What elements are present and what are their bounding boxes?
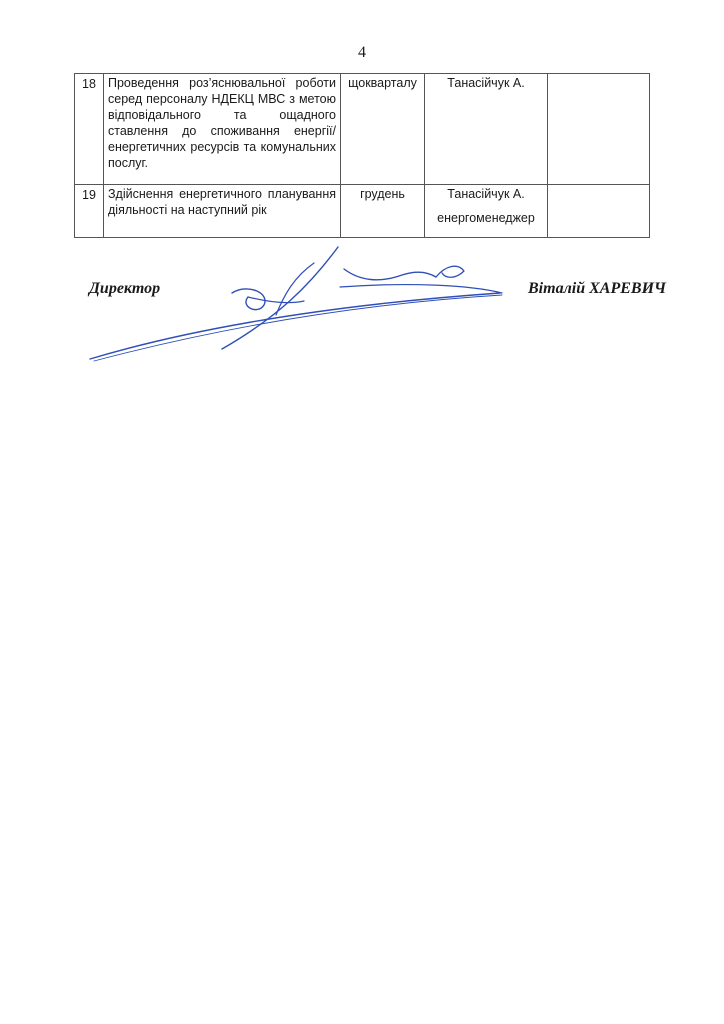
task-term: щокварталу	[341, 74, 425, 185]
table-row	[75, 74, 650, 185]
row-number: 18	[75, 74, 104, 185]
responsible-person: Танасійчук А.	[447, 187, 525, 201]
responsible-role: енергоменеджер	[437, 211, 535, 225]
handwritten-signature	[80, 235, 520, 375]
responsible-person: Танасійчук А.	[447, 76, 525, 90]
page-number: 4	[358, 44, 366, 61]
plan-table	[74, 73, 650, 238]
task-description: Здійснення енергетичного планування діяльності на наступний рік	[104, 185, 341, 238]
task-description: Проведення роз’яснювальної роботи серед персоналу НДЕКЦ МВС з метою відповідального та ощадного ставлення до споживання енергії/ енергетичних ресурсів та комунальних послуг.	[104, 74, 341, 185]
row-number: 19	[75, 185, 104, 238]
task-note	[548, 185, 650, 238]
signatory-title: Директор	[89, 280, 161, 297]
task-responsible	[425, 74, 548, 185]
signatory-name: Віталій ХАРЕВИЧ	[528, 280, 666, 297]
task-term: грудень	[341, 185, 425, 238]
task-responsible	[425, 185, 548, 238]
table-row	[75, 185, 650, 238]
signature-strokes	[90, 247, 502, 361]
task-note	[548, 74, 650, 185]
